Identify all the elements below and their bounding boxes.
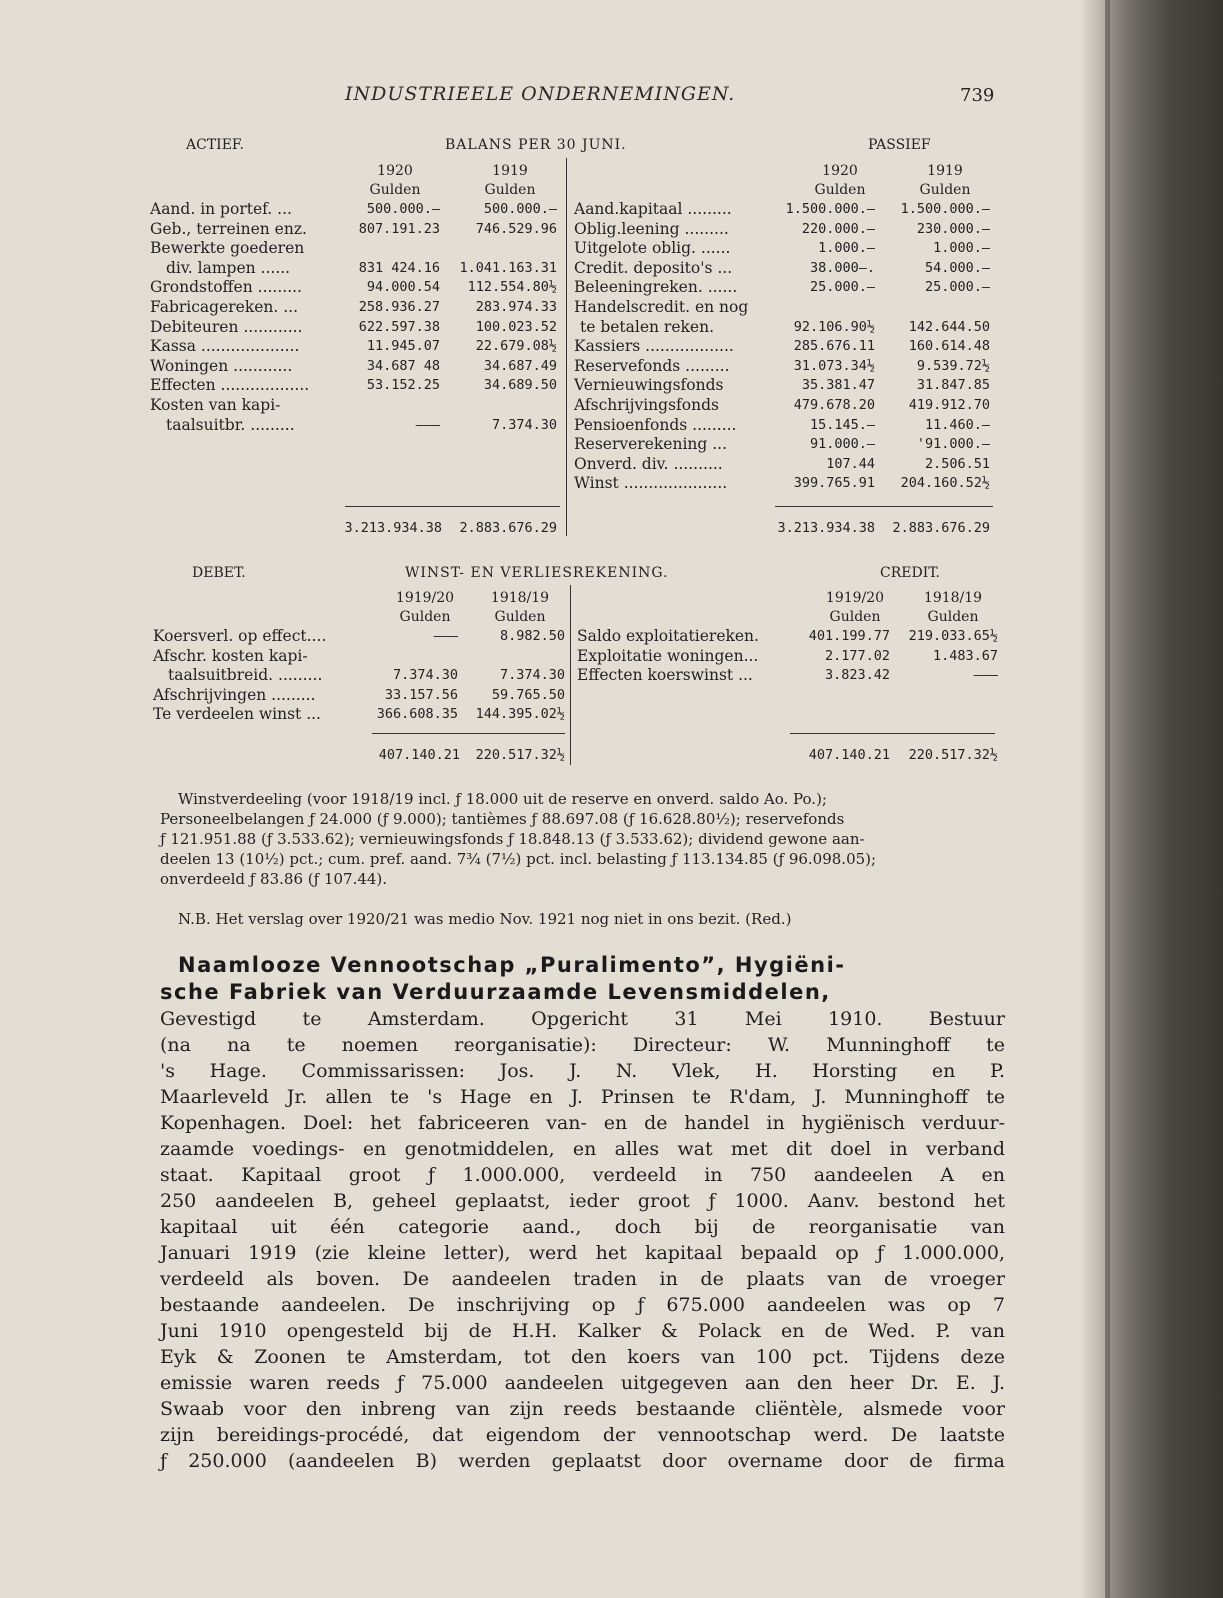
- passief-row-label: Credit. deposito's ...: [574, 258, 733, 277]
- credit-row-label: Saldo exploitatiereken.: [577, 627, 759, 645]
- actief-row-label: Woningen ............: [150, 356, 293, 375]
- company-body-line: Gevestigd te Amsterdam. Opgericht 31 Mei 1910. Bestuur: [160, 1008, 1005, 1030]
- actief-row-1919: 34.689.50: [483, 377, 557, 394]
- actief-row-1920: 34.687 48: [366, 357, 440, 374]
- company-body-line: zijn bereidings-procédé, dat eigendom der vennootschap werd. De laatste: [160, 1424, 1005, 1446]
- actief-total-rule: [345, 506, 560, 507]
- passief-year-1919: 1919: [927, 163, 963, 179]
- debet-row-a: 33.157.56: [384, 686, 458, 703]
- passief-row-1919: '91.000.—: [916, 436, 990, 453]
- credit-year-b: 1918/19: [923, 590, 983, 606]
- passief-unit-1920: Gulden: [814, 182, 866, 198]
- company-body-line: Kopenhagen. Doel: het fabriceeren van- en de handel in hygiënisch verduur-: [160, 1112, 1005, 1134]
- debet-row-label: taalsuitbreid. .........: [168, 666, 323, 685]
- actief-row-1919: 22.679.08½: [475, 338, 557, 355]
- passief-row-1920: 220.000.—: [801, 220, 875, 237]
- passief-row-1920: 92.106.90½: [793, 318, 875, 335]
- debet-row-label: Te verdeelen winst ...: [153, 705, 321, 724]
- debet-year-a: 1919/20: [395, 590, 455, 606]
- passief-row-label: Afschrijvingsfonds: [574, 396, 719, 414]
- actief-row-label: Effecten ..................: [150, 376, 310, 395]
- actief-row-1919: 746.529.96: [475, 220, 557, 237]
- debet-row-label: Afschr. kosten kapi-: [153, 646, 308, 665]
- debet-row-b: 8.982.50: [499, 628, 565, 644]
- debet-total-a: 407.140.21: [378, 747, 460, 763]
- credit-row-label: Exploitatie woningen...: [577, 646, 759, 665]
- debet-total-rule: [372, 733, 565, 734]
- passief-row-1920: 91.000.—: [809, 436, 875, 453]
- actief-row-label: div. lampen ......: [166, 258, 291, 277]
- debet-row-a: 7.374.30: [392, 667, 458, 684]
- actief-row-1919: 283.974.33: [475, 299, 557, 315]
- winst-heading: WINST- EN VERLIESREKENING.: [405, 565, 669, 581]
- passief-row-1919: 204.160.52½: [900, 475, 990, 492]
- company-body-line: staat. Kapitaal groot ƒ 1.000.000, verdeeld in 750 aandeelen A en: [160, 1164, 1005, 1186]
- passief-row-label: Reservefonds .........: [574, 356, 730, 375]
- actief-total-1919: 2.883.676.29: [459, 520, 557, 536]
- passief-row-1919: 230.000.—: [916, 220, 990, 237]
- passief-row-label: Kassiers ..................: [574, 337, 734, 356]
- actief-row-label: Grondstoffen .........: [150, 278, 302, 297]
- actief-year-1919: 1919: [492, 163, 528, 179]
- debet-row-a: 366.608.35: [376, 706, 458, 723]
- passief-row-1920: 107.44: [826, 455, 875, 472]
- actief-row-1920: ———: [415, 416, 440, 433]
- note-line-3: ƒ 121.951.88 (ƒ 3.533.62); vernieuwingsfonds ƒ 18.848.13 (ƒ 3.533.62); dividend gewone aan-: [160, 830, 865, 848]
- credit-year-a: 1919/20: [825, 590, 885, 606]
- debet-row-label: Koersverl. op effect....: [153, 627, 327, 645]
- credit-row-a: 3.823.42: [824, 667, 890, 684]
- passief-row-1920: 31.073.34½: [793, 357, 875, 374]
- company-body-line: Eyk & Zoonen te Amsterdam, tot den koers van 100 pct. Tijdens deze: [160, 1346, 1005, 1368]
- debet-total-b: 220.517.32½: [475, 747, 565, 763]
- actief-unit-1920: Gulden: [369, 182, 421, 198]
- passief-row-1920: 35.381.47: [801, 377, 875, 394]
- company-body-line: kapitaal uit één categorie aand., doch bij de reorganisatie van: [160, 1216, 1005, 1238]
- company-body-line: 's Hage. Commissarissen: Jos. J. N. Vlek, H. Horsting en P.: [160, 1060, 1005, 1082]
- passief-row-1919: 142.644.50: [908, 318, 990, 335]
- passief-row-label: Handelscredit. en nog: [574, 298, 749, 316]
- debet-row-a: ———: [433, 628, 458, 644]
- passief-row-1920: 479.678.20: [793, 397, 875, 413]
- actief-row-1920: 258.936.27: [358, 299, 440, 315]
- credit-unit-a: Gulden: [829, 609, 881, 625]
- passief-row-1919: 1.000.—: [933, 240, 990, 257]
- winst-divider: [570, 585, 571, 765]
- actief-row-label: taalsuitbr. .........: [166, 415, 295, 434]
- debet-row-label: Afschrijvingen .........: [153, 685, 316, 704]
- company-body-line: bestaande aandeelen. De inschrijving op ƒ 675.000 aandeelen was op 7: [160, 1294, 1005, 1316]
- credit-row-a: 401.199.77: [808, 628, 890, 644]
- passief-row-1920: 285.676.11: [793, 338, 875, 355]
- credit-unit-b: Gulden: [927, 609, 979, 625]
- passief-row-1919: 31.847.85: [916, 377, 990, 394]
- company-body-line: Swaab voor den inbreng van zijn reeds bestaande cliëntèle, alsmede voor: [160, 1398, 1005, 1420]
- credit-total-a: 407.140.21: [808, 747, 890, 763]
- passief-row-label: Aand.kapitaal .........: [574, 200, 732, 218]
- passief-unit-1919: Gulden: [919, 182, 971, 198]
- note-line-4: deelen 13 (10½) pct.; cum. pref. aand. 7¾ (7½) pct. incl. belasting ƒ 113.134.85 (ƒ 96.098.05);: [160, 850, 877, 868]
- passief-row-1919: 160.614.48: [908, 338, 990, 355]
- passief-row-1920: 399.765.91: [793, 475, 875, 492]
- actief-heading: ACTIEF.: [186, 137, 244, 153]
- debet-unit-a: Gulden: [399, 609, 451, 625]
- balans-heading: BALANS PER 30 JUNI.: [445, 137, 627, 153]
- passief-row-1919: 2.506.51: [924, 455, 990, 472]
- debet-year-b: 1918/19: [490, 590, 550, 606]
- passief-row-1920: 1.500.000.—: [785, 201, 875, 217]
- passief-row-label: Vernieuwingsfonds: [574, 376, 724, 395]
- passief-year-1920: 1920: [822, 163, 858, 179]
- passief-row-1919: 1.500.000.—: [900, 201, 990, 217]
- company-body-line: verdeeld als boven. De aandeelen traden in de plaats van de vroeger: [160, 1268, 1005, 1290]
- actief-row-1919: 100.023.52: [475, 318, 557, 335]
- passief-row-1919: 54.000.—: [924, 259, 990, 276]
- company-body-line: emissie waren reeds ƒ 75.000 aandeelen uitgegeven aan den heer Dr. E. J.: [160, 1372, 1005, 1394]
- credit-row-label: Effecten koerswinst ...: [577, 666, 753, 685]
- actief-row-1919: 112.554.80½: [467, 279, 557, 296]
- actief-year-1920: 1920: [377, 163, 413, 179]
- actief-row-1919: 34.687.49: [483, 357, 557, 374]
- actief-row-1920: 622.597.38: [358, 318, 440, 335]
- passief-row-1919: 11.460.—: [924, 416, 990, 433]
- balans-divider: [566, 158, 567, 536]
- company-body-line: Juni 1910 opengesteld bij de H.H. Kalker & Polack en de Wed. P. van: [160, 1320, 1005, 1342]
- debet-heading: DEBET.: [192, 565, 246, 581]
- actief-row-label: Bewerkte goederen: [150, 239, 305, 258]
- company-body-line: zaamde voedings- en genotmiddelen, en alles wat met dit doel in verband: [160, 1138, 1005, 1160]
- passief-row-1920: 25.000.—: [809, 279, 875, 296]
- book-spine: [1105, 0, 1223, 1598]
- debet-unit-b: Gulden: [494, 609, 546, 625]
- passief-total-1919: 2.883.676.29: [892, 520, 990, 536]
- actief-row-1920: 500.000.—: [366, 201, 440, 217]
- actief-row-label: Debiteuren ............: [150, 317, 303, 336]
- actief-row-label: Kassa ....................: [150, 337, 300, 356]
- passief-row-1920: 38.000—.: [809, 259, 875, 276]
- passief-row-label: Winst .....................: [574, 474, 728, 493]
- actief-row-1920: 53.152.25: [366, 377, 440, 394]
- passief-row-label: Oblig.leening .........: [574, 219, 729, 238]
- credit-row-b: 1.483.67: [932, 647, 998, 664]
- passief-row-label: Onverd. div. ..........: [574, 454, 723, 473]
- credit-row-b: 219.033.65½: [908, 628, 998, 644]
- debet-row-b: 7.374.30: [499, 667, 565, 684]
- passief-row-1919: 419.912.70: [908, 397, 990, 413]
- passief-row-label: Pensioenfonds .........: [574, 415, 737, 434]
- note-line-1: Winstverdeeling (voor 1918/19 incl. ƒ 18.000 uit de reserve en onverd. saldo Ao. Po.);: [178, 790, 827, 808]
- actief-row-1920: 11.945.07: [366, 338, 440, 355]
- company-title-2: sche Fabriek van Verduurzaamde Levensmiddelen,: [160, 980, 831, 1004]
- actief-row-1920: 807.191.23: [358, 220, 440, 237]
- page-number: 739: [960, 85, 995, 106]
- note-line-5: onverdeeld ƒ 83.86 (ƒ 107.44).: [160, 870, 388, 888]
- note-line-2: Personeelbelangen ƒ 24.000 (ƒ 9.000); tantièmes ƒ 88.697.08 (ƒ 16.628.80½); reservefonds: [160, 810, 845, 828]
- credit-heading: CREDIT.: [880, 565, 940, 581]
- actief-row-label: Fabricagereken. ...: [150, 298, 299, 316]
- credit-total-rule: [790, 733, 995, 734]
- passief-row-1919: 9.539.72½: [916, 357, 990, 374]
- actief-row-label: Geb., terreinen enz.: [150, 219, 307, 238]
- passief-row-label: Reserverekening ...: [574, 435, 728, 454]
- passief-row-label: Uitgelote oblig. ......: [574, 239, 731, 258]
- company-title-1: Naamlooze Vennootschap „Puralimento”, Hygiëni-: [178, 953, 846, 977]
- credit-row-b: ———: [973, 667, 998, 684]
- company-body-line: ƒ 250.000 (aandeelen B) werden geplaatst door overname door de firma: [160, 1450, 1005, 1472]
- company-body-line: 250 aandeelen B, geheel geplaatst, ieder groot ƒ 1000. Aanv. bestond het: [160, 1190, 1005, 1212]
- debet-row-b: 144.395.02½: [475, 706, 565, 723]
- debet-row-b: 59.765.50: [491, 686, 565, 703]
- passief-row-label: Beleeningreken. ......: [574, 278, 738, 297]
- passief-row-1920: 1.000.—: [818, 240, 875, 257]
- actief-row-1920: 831 424.16: [358, 259, 440, 276]
- actief-unit-1919: Gulden: [484, 182, 536, 198]
- actief-row-1919: 500.000.—: [483, 201, 557, 217]
- passief-row-label: te betalen reken.: [580, 317, 714, 336]
- credit-row-a: 2.177.02: [824, 647, 890, 664]
- actief-row-1919: 1.041.163.31: [459, 259, 557, 276]
- nb-note: N.B. Het verslag over 1920/21 was medio Nov. 1921 nog niet in ons bezit. (Red.): [178, 910, 792, 928]
- actief-row-label: Kosten van kapi-: [150, 396, 281, 414]
- credit-total-b: 220.517.32½: [908, 747, 998, 763]
- company-body-line: (na na te noemen reorganisatie): Directeur: W. Munninghoff te: [160, 1034, 1005, 1056]
- company-body-line: Januari 1919 (zie kleine letter), werd het kapitaal bepaald op ƒ 1.000.000,: [160, 1242, 1005, 1264]
- actief-row-1919: 7.374.30: [491, 416, 557, 433]
- company-body-line: Maarleveld Jr. allen te 's Hage en J. Prinsen te R'dam, J. Munninghoff te: [160, 1086, 1005, 1108]
- actief-total-1920: 3.213.934.38: [344, 520, 442, 536]
- actief-row-label: Aand. in portef. ...: [150, 200, 292, 218]
- passief-row-1919: 25.000.—: [924, 279, 990, 296]
- actief-row-1920: 94.000.54: [366, 279, 440, 296]
- passief-row-1920: 15.145.—: [809, 416, 875, 433]
- gutter-shadow: [1080, 0, 1110, 1598]
- passief-total-rule: [775, 506, 993, 507]
- passief-heading: PASSIEF: [868, 137, 931, 153]
- running-header: INDUSTRIEELE ONDERNEMINGEN.: [345, 83, 736, 105]
- passief-total-1920: 3.213.934.38: [777, 520, 875, 536]
